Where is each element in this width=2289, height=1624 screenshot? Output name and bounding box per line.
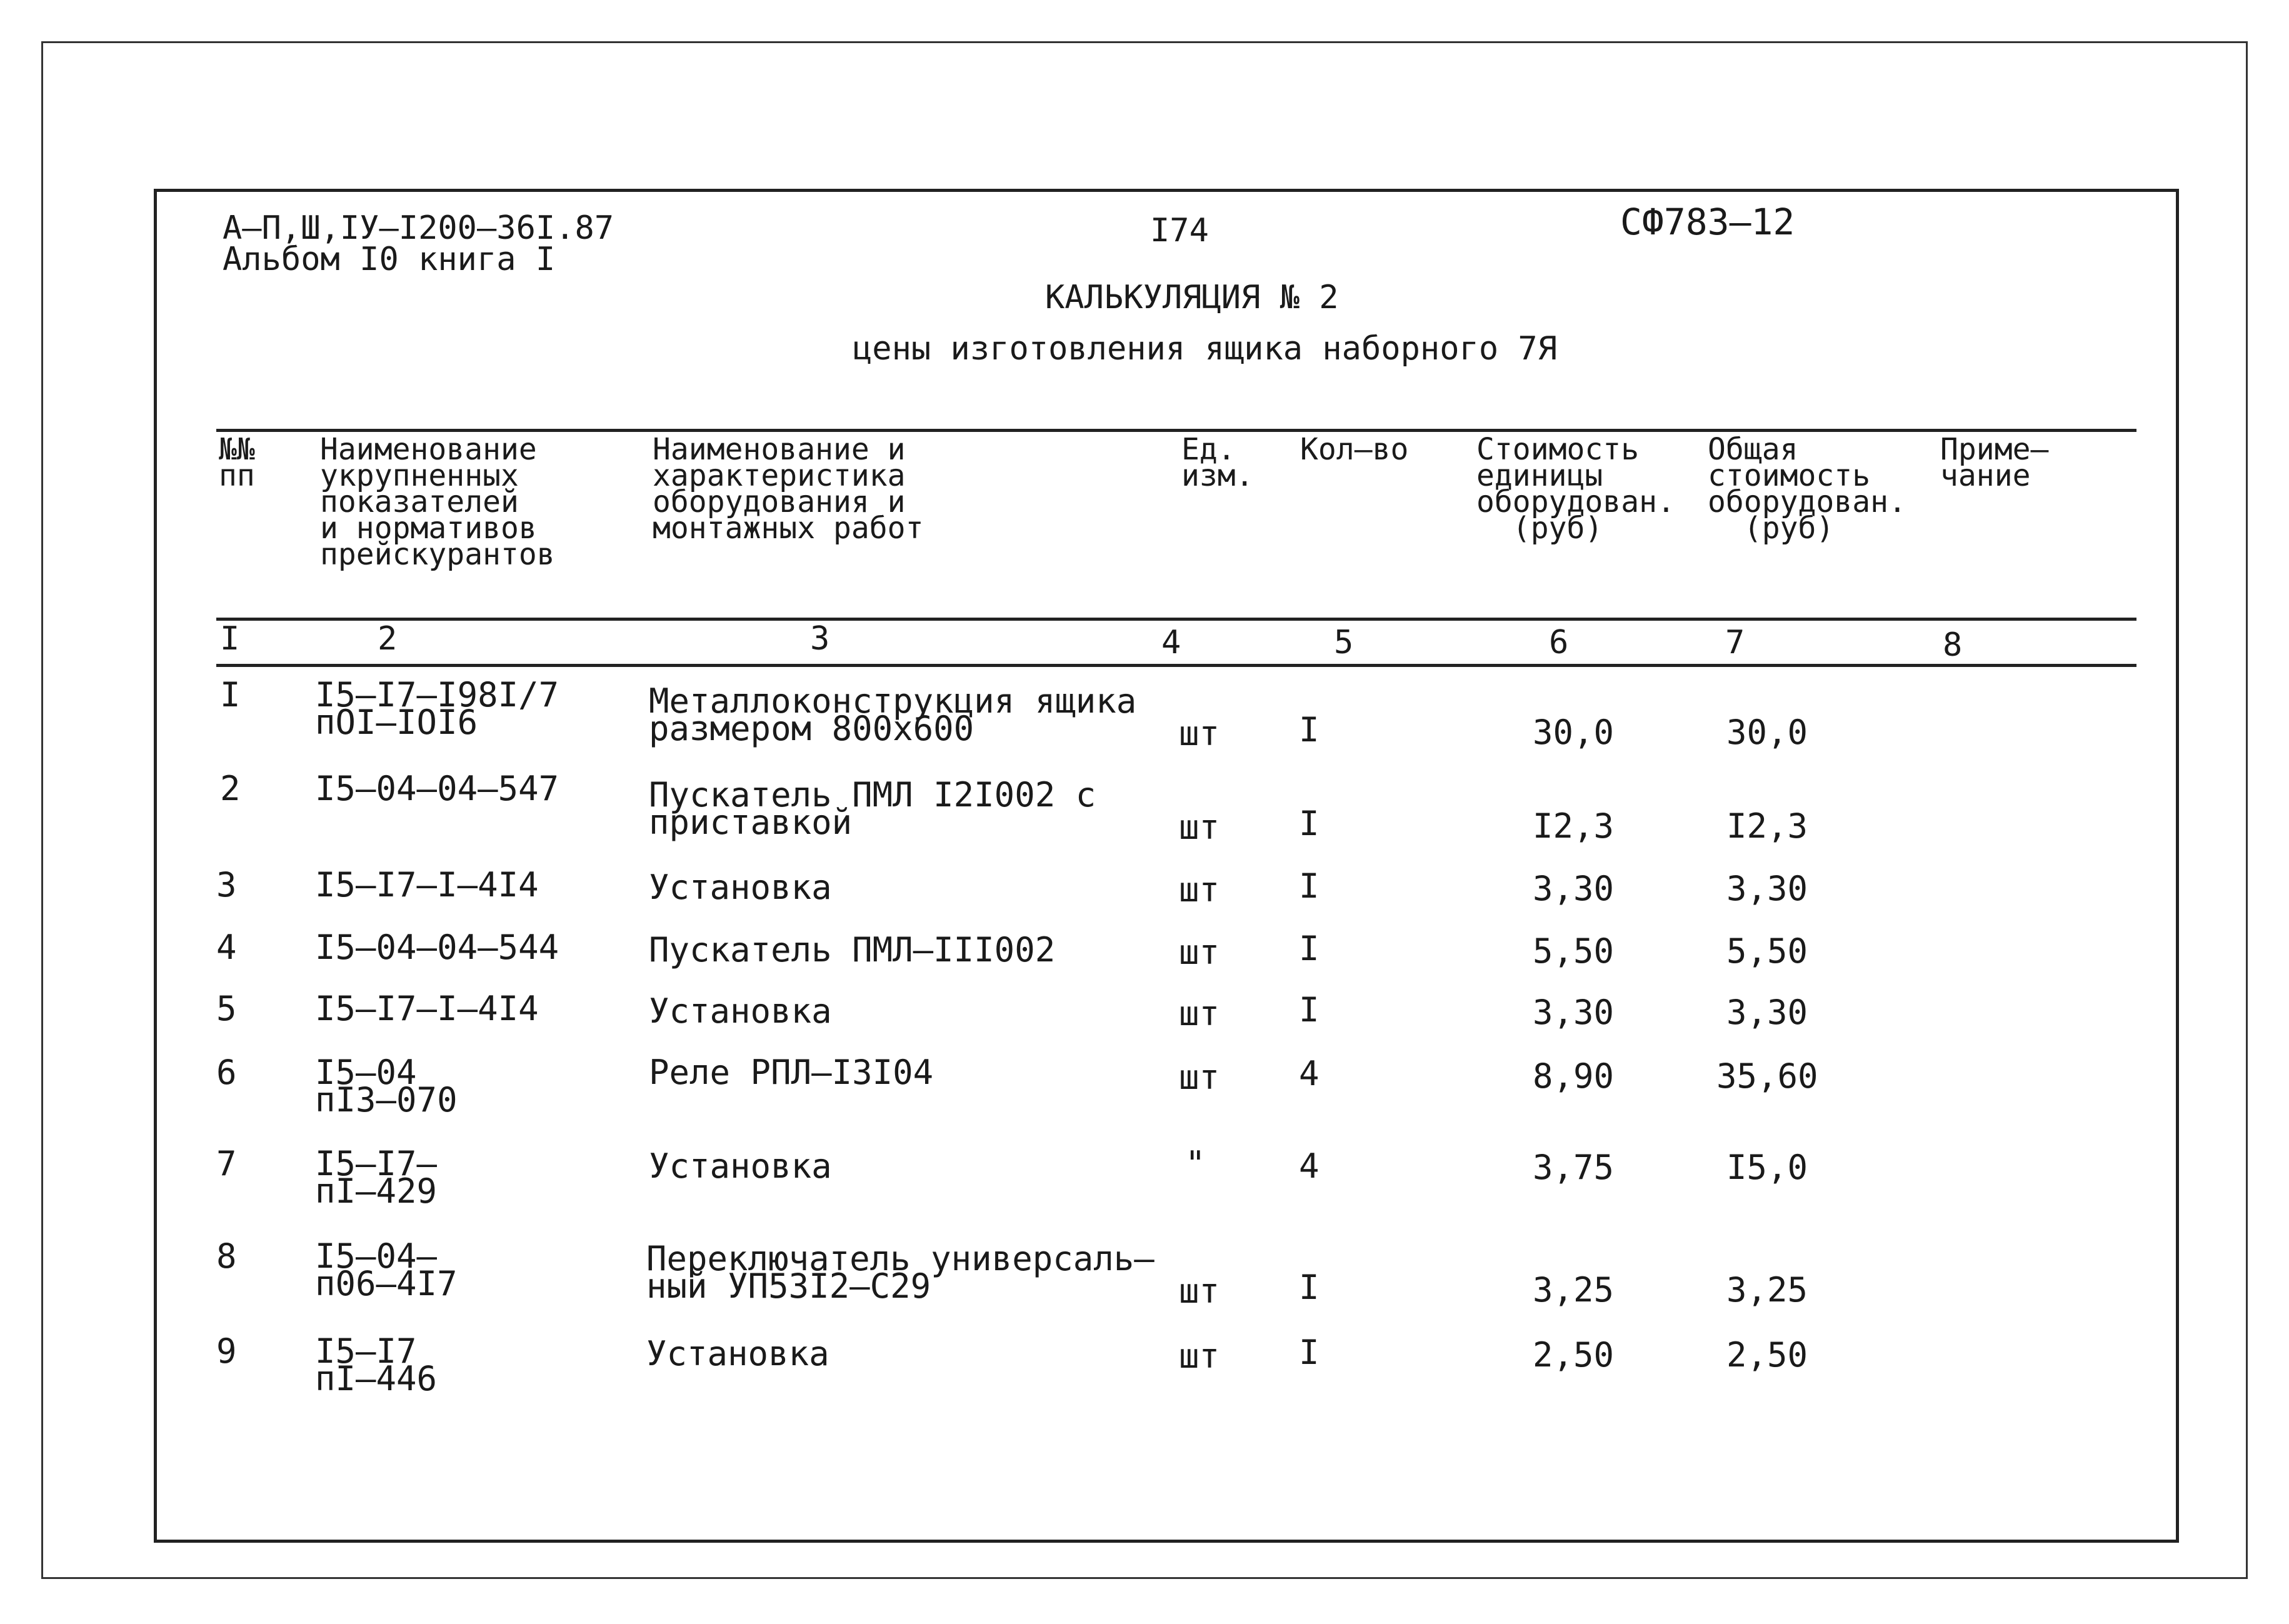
row-description: Установка [646,1334,829,1373]
row-number: 7 [216,1144,237,1183]
row-total-cost: 3,30 [1726,993,1808,1032]
row-quantity: I [1299,929,1320,968]
col-num-2: 2 [378,620,398,658]
col-num-3: 3 [810,620,830,658]
row-unit-cost: 2,50 [1533,1335,1615,1375]
row-quantity: I [1299,866,1320,906]
row-total-cost: 35,60 [1716,1056,1818,1096]
col-head-description: Наименование и характеристика оборудования и монтажных работ [653,432,924,546]
row-quantity: I [1299,990,1320,1030]
row-code: I5–04 пI3–070 [315,1053,458,1120]
row-unit-cost: 3,30 [1533,869,1615,908]
row-number: 6 [216,1053,237,1092]
row-unit-cost: 3,25 [1533,1270,1615,1310]
row-unit: шт [1179,1058,1220,1097]
row-quantity: I [1299,1268,1320,1307]
col-head-quantity: Кол–во [1300,432,1409,467]
row-unit: шт [1179,994,1220,1033]
header-bottom-rule [216,618,2136,621]
row-number: 5 [216,989,237,1028]
document-subtitle: цены изготовления ящика наборного 7Я [853,330,1558,368]
row-unit: " [1185,1144,1206,1183]
row-unit-cost: 3,75 [1533,1148,1615,1187]
row-unit-cost: 3,30 [1533,993,1615,1032]
row-unit: шт [1179,714,1220,753]
row-number: 4 [216,928,237,967]
row-unit: шт [1179,808,1220,847]
row-total-cost: 30,0 [1726,713,1808,752]
row-description: Установка [649,868,832,907]
col-num-7: 7 [1725,624,1745,661]
column-number-rule [216,664,2136,667]
row-quantity: 4 [1299,1146,1320,1186]
row-code: I5–04–04–547 [315,769,559,808]
col-num-5: 5 [1334,624,1354,661]
row-number: 9 [216,1331,237,1371]
row-total-cost: 5,50 [1726,931,1808,971]
col-head-number: №№ пп [219,432,255,493]
row-code: I5–I7– пI–429 [315,1144,438,1211]
col-num-1: I [220,620,240,658]
row-number: 8 [216,1236,237,1276]
col-head-total-cost: Общая стоимость оборудован. (руб) [1708,432,1906,546]
row-code: I5–I7–I98I/7 пОI–IOI6 [315,675,559,742]
row-code: I5–I7–I–4I4 [315,989,539,1028]
col-head-unit-cost: Стоимость единицы оборудован. (руб) [1476,432,1675,546]
row-unit-cost: 8,90 [1533,1056,1615,1096]
row-total-cost: 3,25 [1726,1270,1808,1310]
row-code: I5–04–04–544 [315,928,559,967]
row-total-cost: 2,50 [1726,1335,1808,1375]
col-num-8: 8 [1943,626,1963,664]
row-description: Реле РПЛ–I3I04 [649,1053,934,1092]
row-total-cost: I2,3 [1726,806,1808,846]
row-unit: шт [1179,870,1220,910]
row-total-cost: I5,0 [1726,1148,1808,1187]
doc-code: А–П,Ш,IУ–I200–36I.87 [223,209,614,247]
row-code: I5–04– п06–4I7 [315,1236,458,1303]
row-unit-cost: I2,3 [1533,806,1615,846]
album-info: Альбом I0 книга I [223,241,556,278]
row-quantity: 4 [1299,1054,1320,1093]
row-unit: шт [1179,1271,1220,1311]
row-quantity: I [1299,1333,1320,1372]
row-total-cost: 3,30 [1726,869,1808,908]
row-code: I5–I7–I–4I4 [315,865,539,905]
row-number: 3 [216,865,237,905]
col-head-unit: Ед. изм. [1181,432,1254,493]
sheet-code: СФ783–12 [1620,201,1795,243]
row-description: Металлоконструкция ящика размером 800х600 [649,681,1137,748]
row-code: I5–I7 пI–446 [315,1331,438,1398]
row-description: Пускатель ПМЛ I2I002 с приставкой [649,775,1096,842]
row-number: I [220,675,241,714]
row-quantity: I [1299,804,1320,843]
row-description: Пускатель ПМЛ–III002 [649,930,1056,970]
row-description: Установка [649,991,832,1031]
col-num-4: 4 [1161,624,1181,661]
row-number: 2 [220,769,241,808]
col-num-6: 6 [1549,624,1569,661]
row-unit-cost: 5,50 [1533,931,1615,971]
col-head-indicator: Наименование укрупненных показателей и нормативов прейскурантов [320,432,555,572]
row-description: Переключатель универсаль– ный УП53I2–С29 [646,1239,1155,1306]
row-quantity: I [1299,710,1320,749]
col-head-note: Приме– чание [1940,432,2049,493]
row-unit: шт [1179,933,1220,972]
row-description: Установка [649,1146,832,1186]
row-unit: шт [1179,1336,1220,1376]
page-number: I74 [1150,212,1209,249]
row-unit-cost: 30,0 [1533,713,1615,752]
document-heading: КАЛЬКУЛЯЦИЯ № 2 [1045,279,1339,316]
